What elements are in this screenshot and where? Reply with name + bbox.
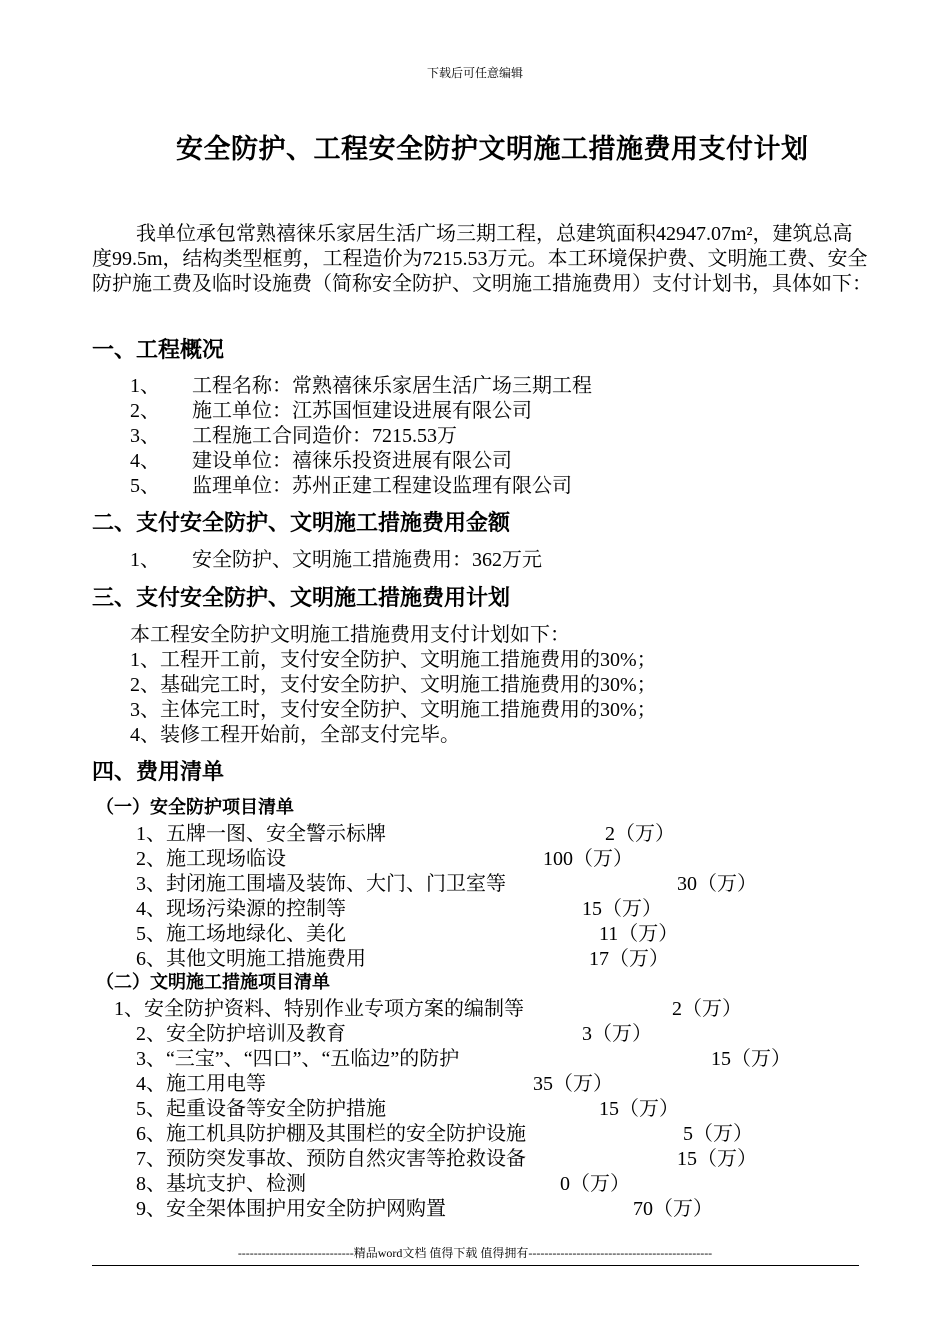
cost-item-amount: 0（万） [560,1173,630,1195]
header-note: 下载后可任意编辑 [426,66,523,80]
cost-item-label: 5、起重设备等安全防护措施 [136,1098,386,1120]
cost-item-label: 6、施工机具防护棚及其围栏的安全防护设施 [136,1123,526,1145]
section-heading-amount: 二、支付安全防护、文明施工措施费用金额 [92,511,511,536]
subsection-heading-civilized: （二）文明施工措施项目清单 [96,972,330,993]
cost-item-label: 3、“三宝”、“四口”、“五临边”的防护 [136,1048,460,1070]
list-item-number: 2、 [130,400,160,422]
cost-item-amount: 70（万） [633,1198,713,1220]
plan-line: 本工程安全防护文明施工措施费用支付计划如下： [130,624,570,646]
cost-item-label: 1、五牌一图、安全警示标牌 [136,823,386,845]
section-heading-overview: 一、工程概况 [92,338,225,363]
list-item-text: 安全防护、文明施工措施费用：362万元 [192,549,542,571]
cost-item-amount: 3（万） [582,1023,652,1045]
intro-paragraph: 我单位承包常熟禧徕乐家居生活广场三期工程，总建筑面积42947.07m²，建筑总高度99.5m，结构类型框剪，工程造价为7215.53万元。本工环境保护费、文明施工费、安全防护施工费及临时设施费（简称安全防护、文明施工措施费用）支付计划书，具体如下： [92,223,872,295]
plan-line: 2、基础完工时，支付安全防护、文明施工措施费用的30%； [130,674,657,696]
list-item-number: 5、 [130,475,160,497]
plan-line: 1、工程开工前，支付安全防护、文明施工措施费用的30%； [130,649,657,671]
cost-item-label: 2、施工现场临设 [136,848,286,870]
cost-item-label: 5、施工场地绿化、美化 [136,923,346,945]
cost-item-amount: 5（万） [683,1123,753,1145]
footer-divider [92,1265,859,1266]
cost-item-amount: 30（万） [677,873,757,895]
cost-item-label: 4、施工用电等 [136,1073,266,1095]
cost-item-amount: 2（万） [605,823,675,845]
cost-item-label: 7、预防突发事故、预防自然灾害等抢救设备 [136,1148,526,1170]
cost-item-amount: 15（万） [677,1148,757,1170]
cost-item-label: 6、其他文明施工措施费用 [136,948,366,970]
cost-item-amount: 11（万） [599,923,679,945]
section-heading-plan: 三、支付安全防护、文明施工措施费用计划 [92,586,511,611]
list-item-number: 1、 [130,549,160,571]
list-item-text: 施工单位：江苏国恒建设进展有限公司 [192,400,532,422]
cost-item-amount: 2（万） [672,998,742,1020]
cost-item-label: 3、封闭施工围墙及装饰、大门、门卫室等 [136,873,506,895]
plan-line: 4、装修工程开始前，全部支付完毕。 [130,724,460,746]
cost-item-label: 1、安全防护资料、特别作业专项方案的编制等 [114,998,524,1020]
cost-item-label: 4、现场污染源的控制等 [136,898,346,920]
cost-item-label: 2、安全防护培训及教育 [136,1023,346,1045]
cost-item-amount: 35（万） [533,1073,613,1095]
list-item-number: 1、 [130,375,160,397]
list-item-number: 4、 [130,450,160,472]
document-title: 安全防护、工程安全防护文明施工措施费用支付计划 [176,134,809,164]
list-item-text: 监理单位：苏州正建工程建设监理有限公司 [192,475,572,497]
footer-note: -----------------------------精品word文档 值得下载 值得拥有---------------------------------------------- [237,1246,713,1260]
list-item-number: 3、 [130,425,160,447]
cost-item-amount: 15（万） [582,898,662,920]
list-item-text: 建设单位：禧徕乐投资进展有限公司 [192,450,512,472]
cost-item-amount: 17（万） [589,948,669,970]
list-item-text: 工程名称：常熟禧徕乐家居生活广场三期工程 [192,375,592,397]
subsection-heading-safety: （一）安全防护项目清单 [96,797,294,818]
cost-item-amount: 15（万） [599,1098,679,1120]
cost-item-label: 8、基坑支护、检测 [136,1173,306,1195]
plan-line: 3、主体完工时，支付安全防护、文明施工措施费用的30%； [130,699,657,721]
list-item-text: 工程施工合同造价：7215.53万 [192,425,457,447]
cost-item-amount: 15（万） [711,1048,791,1070]
cost-item-amount: 100（万） [543,848,633,870]
cost-item-label: 9、安全架体围护用安全防护网购置 [136,1198,446,1220]
section-heading-costs: 四、费用清单 [92,760,225,785]
